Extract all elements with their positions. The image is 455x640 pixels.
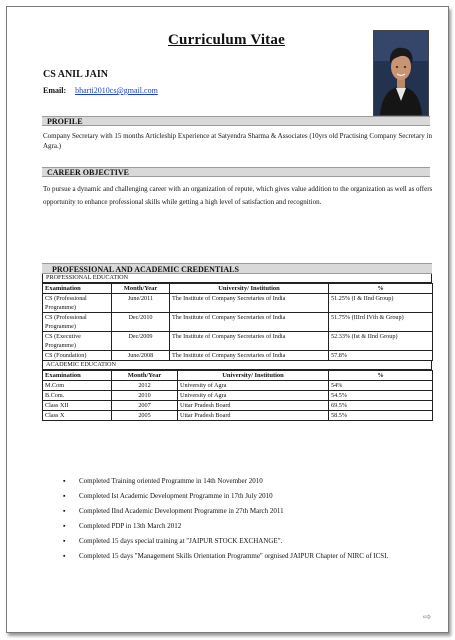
achievement-text: Completed Ist Academic Development Programme in 17th July 2010 bbox=[79, 492, 273, 500]
institution-cell: University of Agra bbox=[178, 391, 329, 401]
percent-cell: 54% bbox=[329, 381, 433, 391]
candidate-name: CS ANIL JAIN bbox=[43, 69, 109, 80]
column-header: Examination bbox=[43, 284, 112, 294]
percent-cell: 52.33% (Ist & IInd Group) bbox=[329, 332, 433, 351]
column-header: Month/Year bbox=[112, 284, 170, 294]
career-objective-text: To pursue a dynamic and challenging career with an organization of repute, which gives value addition to the organization as well as offers opportunity to enhance professional skills while getting a high level of satisfaction and recognition. bbox=[43, 185, 433, 206]
table-row bbox=[43, 401, 433, 411]
table-row bbox=[43, 391, 433, 401]
percent-cell: 69.5% bbox=[329, 401, 433, 411]
institution-cell: Uttar Pradesh Board bbox=[178, 411, 329, 421]
academic-education-table bbox=[42, 370, 433, 421]
list-item bbox=[63, 492, 428, 502]
institution-cell: University of Agra bbox=[178, 381, 329, 391]
table-row bbox=[43, 332, 433, 351]
institution-cell: The Institute of Company Secretaries of India bbox=[170, 351, 329, 361]
institution-cell: The Institute of Company Secretaries of India bbox=[170, 294, 329, 313]
table-row bbox=[43, 294, 433, 313]
email-row bbox=[43, 86, 158, 95]
date-cell: Dec/2009 bbox=[112, 332, 170, 351]
exam-cell: M.Com bbox=[43, 381, 112, 391]
date-cell: June/2008 bbox=[112, 351, 170, 361]
bullet-icon: ▪ bbox=[63, 522, 66, 530]
exam-cell: CS (Executive Programme) bbox=[43, 332, 112, 351]
percent-cell: 58.5% bbox=[329, 411, 433, 421]
list-item bbox=[63, 522, 428, 532]
exam-cell: CS (Professional Programme) bbox=[43, 294, 112, 313]
institution-cell: The Institute of Company Secretaries of India bbox=[170, 332, 329, 351]
percent-cell: 51.25% (I & IInd Group) bbox=[329, 294, 433, 313]
exam-cell: Class XII bbox=[43, 401, 112, 411]
bullet-icon: ▪ bbox=[63, 537, 66, 545]
list-item bbox=[63, 507, 428, 517]
date-cell: June/2011 bbox=[112, 294, 170, 313]
bullet-icon: ▪ bbox=[63, 492, 66, 500]
exam-cell: B.Com. bbox=[43, 391, 112, 401]
credentials-section bbox=[42, 263, 432, 421]
profile-heading: PROFILE bbox=[42, 116, 430, 126]
profile-text: Company Secretary with 15 months Articleship Experience at Satyendra Sharma & Associates (10yrs old Practising Company Secretary in Agra.) bbox=[43, 132, 432, 150]
page-curl-icon: ⇨ bbox=[423, 612, 432, 623]
column-header: Month/Year bbox=[112, 371, 178, 381]
date-cell: 2005 bbox=[112, 411, 178, 421]
exam-cell: CS (Professional Programme) bbox=[43, 313, 112, 332]
percent-cell: 57.8% bbox=[329, 351, 433, 361]
achievement-text: Completed Training oriented Programme in 14th November 2010 bbox=[79, 477, 263, 485]
achievements-list bbox=[63, 477, 428, 567]
credentials-heading: PROFESSIONAL AND ACADEMIC CREDENTIALS bbox=[42, 263, 432, 274]
column-header: Examination bbox=[43, 371, 112, 381]
page-title: Curriculum Vitae bbox=[168, 32, 285, 48]
date-cell: Dec/2010 bbox=[112, 313, 170, 332]
bullet-icon: ▪ bbox=[63, 507, 66, 515]
table-header-row bbox=[43, 284, 433, 294]
document-page bbox=[6, 6, 449, 633]
date-cell: 2007 bbox=[112, 401, 178, 411]
email-label: Email: bbox=[43, 86, 67, 95]
bullet-icon: ▪ bbox=[63, 477, 66, 485]
list-item bbox=[63, 537, 428, 547]
email-link[interactable]: bharti2010cs@gmail.com bbox=[75, 86, 158, 95]
person-portrait-icon bbox=[374, 31, 428, 115]
date-cell: 2012 bbox=[112, 381, 178, 391]
achievement-text: Completed IInd Academic Development Programme in 27th March 2011 bbox=[79, 507, 284, 515]
exam-cell: CS (Foundation) bbox=[43, 351, 112, 361]
column-header: University/ Institution bbox=[178, 371, 329, 381]
achievement-text: Completed 15 days "Management Skills Orientation Programme" orgnised JAIPUR Chapter of NIRC of ICSI. bbox=[79, 552, 389, 560]
column-header: % bbox=[329, 371, 433, 381]
bullet-icon: ▪ bbox=[63, 552, 66, 560]
list-item bbox=[63, 477, 428, 487]
column-header: University/ Institution bbox=[170, 284, 329, 294]
date-cell: 2010 bbox=[112, 391, 178, 401]
academic-education-label: ACADEMIC EDUCATION bbox=[42, 361, 432, 370]
table-header-row bbox=[43, 371, 433, 381]
career-objective-heading: CAREER OBJECTIVE bbox=[42, 167, 430, 177]
achievement-text: Completed PDP in 13th March 2012 bbox=[79, 522, 182, 530]
professional-education-label: PROFESSIONAL EDUCATION bbox=[42, 274, 432, 283]
list-item bbox=[63, 552, 428, 562]
exam-cell: Class X bbox=[43, 411, 112, 421]
achievement-text: Completed 15 days special training at "JAIPUR STOCK EXCHANGE". bbox=[79, 537, 283, 545]
percent-cell: 54.5% bbox=[329, 391, 433, 401]
table-row bbox=[43, 381, 433, 391]
profile-photo bbox=[373, 30, 429, 116]
table-row bbox=[43, 351, 433, 361]
table-row bbox=[43, 411, 433, 421]
professional-education-table bbox=[42, 283, 433, 361]
table-row bbox=[43, 313, 433, 332]
column-header: % bbox=[329, 284, 433, 294]
institution-cell: Uttar Pradesh Board bbox=[178, 401, 329, 411]
institution-cell: The Institute of Company Secretaries of India bbox=[170, 313, 329, 332]
percent-cell: 51.75% (IIIrd IVth & Group) bbox=[329, 313, 433, 332]
